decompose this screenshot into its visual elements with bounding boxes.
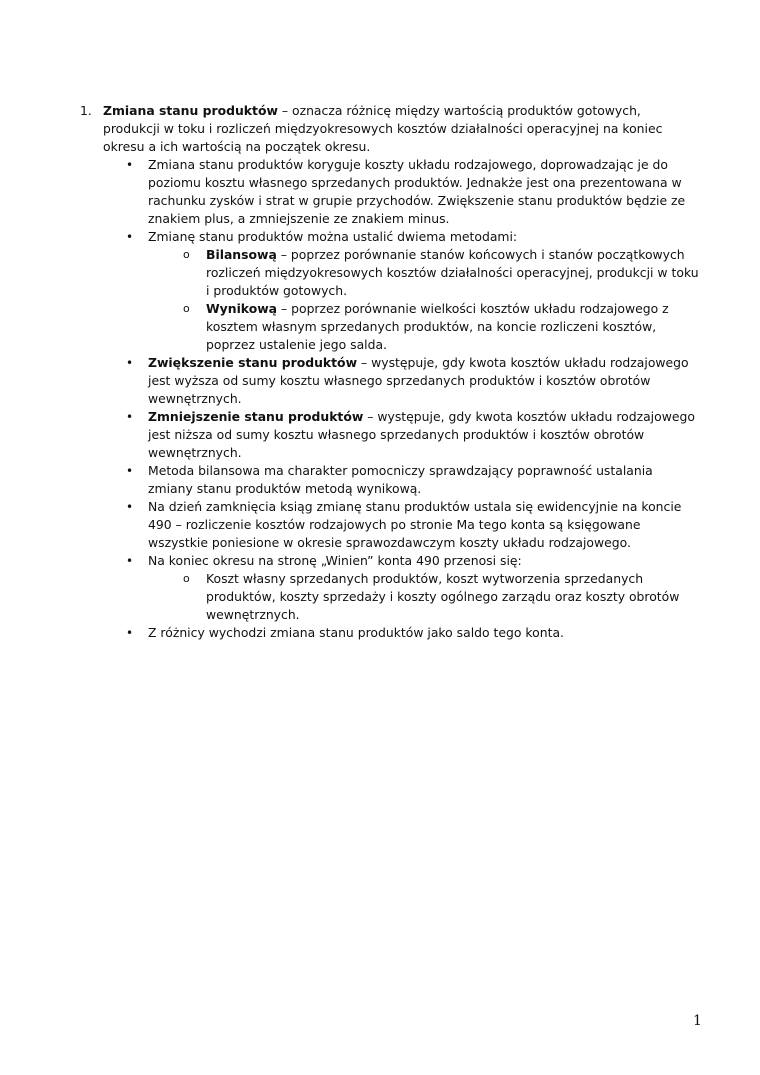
list-item-term: Zwiększenie stanu produktów	[148, 355, 358, 370]
sub-marker: o	[183, 572, 190, 585]
list-item	[125, 354, 700, 408]
document-body	[80, 102, 700, 642]
sub-item-text: – poprzez porównanie stanów końcowych i stanów początkowych rozliczeń międzyokresowych kosztów działalności operacyjnej, produkcji w toku i produktów gotowych.	[206, 247, 699, 298]
sub-list-item	[183, 300, 700, 354]
list-item	[125, 462, 700, 498]
sub-item-term: Bilansową	[206, 247, 277, 262]
page-number: 1	[693, 1013, 702, 1029]
bullet-marker: •	[126, 230, 134, 244]
bullet-marker: •	[126, 158, 134, 172]
bullet-marker: •	[126, 410, 134, 424]
list-item-text: Zmiana stanu produktów koryguje koszty układu rodzajowego, doprowadzając je do poziomu kosztu własnego sprzedanych produktów. Jednakże jest ona prezentowana w rachunku zysków i strat w grupie przychodów. Zwiększenie stanu produktów będzie ze znakiem plus, a zmniejszenie ze znakiem minus.	[148, 157, 686, 226]
sub-marker: o	[183, 248, 190, 261]
list-item-text: Metoda bilansowa ma charakter pomocniczy sprawdzający poprawność ustalania zmiany stanu produktów metodą wynikową.	[148, 463, 653, 496]
list-item	[125, 408, 700, 462]
list-item-text: Zmianę stanu produktów można ustalić dwiema metodami:	[148, 229, 518, 244]
bullet-marker: •	[126, 500, 134, 514]
list-item-text: Na dzień zamknięcia ksiąg zmianę stanu produktów ustala się ewidencyjnie na koncie 490 – rozliczenie kosztów rodzajowych po stronie Ma tego konta są księgowane wszystkie poniesione w okresie sprawozdawczym koszty układu rodzajowego.	[148, 499, 682, 550]
list-item	[125, 228, 700, 354]
sub-marker: o	[183, 302, 190, 315]
item-number: 1.	[80, 103, 92, 118]
sub-list-item	[183, 570, 700, 624]
item-term: Zmiana stanu produktów	[103, 103, 278, 118]
sub-list-item	[183, 246, 700, 300]
bullet-list	[80, 156, 700, 642]
list-item	[125, 552, 700, 624]
list-item-text: – występuje, gdy kwota kosztów układu rodzajowego jest wyższa od sumy kosztu własnego sprzedanych produktów i kosztów obrotów wewnętrznych.	[148, 355, 689, 406]
list-item-text: Na koniec okresu na stronę „Winien” konta 490 przenosi się:	[148, 553, 522, 568]
item-definition: – oznacza różnicę między wartością produktów gotowych, produkcji w toku i rozliczeń międzyokresowych kosztów działalności operacyjnej na koniec okresu a ich wartością na początek okresu.	[103, 103, 663, 154]
numbered-item-1	[80, 102, 700, 156]
sub-item-text: – poprzez porównanie wielkości kosztów układu rodzajowego z kosztem własnym sprzedanych produktów, na koncie rozliczeni kosztów, poprzez ustalenie jego salda.	[206, 301, 669, 352]
list-item-text: – występuje, gdy kwota kosztów układu rodzajowego jest niższa od sumy kosztu własnego sprzedanych produktów i kosztów obrotów wewnętrznych.	[148, 409, 695, 460]
sub-list	[148, 570, 700, 624]
bullet-marker: •	[126, 554, 134, 568]
list-item-term: Zmniejszenie stanu produktów	[148, 409, 364, 424]
sub-item-term: Wynikową	[206, 301, 278, 316]
list-item	[125, 498, 700, 552]
sub-list	[148, 246, 700, 354]
sub-item-text: Koszt własny sprzedanych produktów, koszt wytworzenia sprzedanych produktów, koszty sprzedaży i koszty ogólnego zarządu oraz koszty obrotów wewnętrznych.	[206, 571, 680, 622]
list-item	[125, 156, 700, 228]
list-item-text: Z różnicy wychodzi zmiana stanu produktów jako saldo tego konta.	[148, 625, 564, 640]
bullet-marker: •	[126, 626, 134, 640]
list-item	[125, 624, 700, 642]
bullet-marker: •	[126, 464, 134, 478]
bullet-marker: •	[126, 356, 134, 370]
